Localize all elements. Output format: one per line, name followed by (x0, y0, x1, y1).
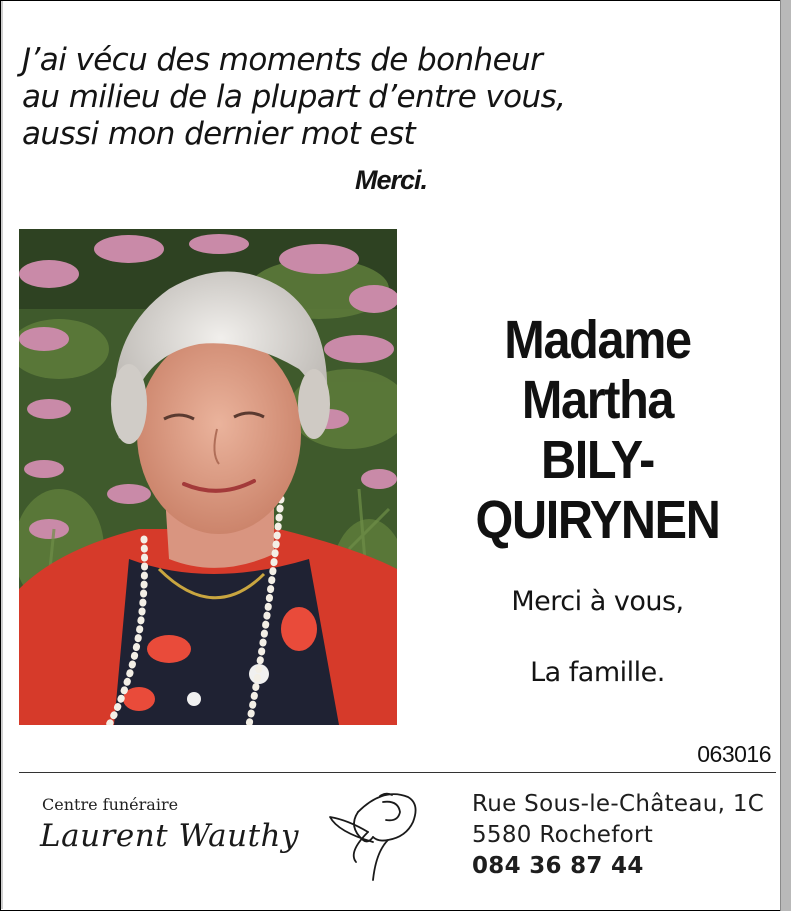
funeral-home-name: Laurent Wauthy (40, 818, 300, 854)
address-city: 5580 Rochefort (472, 822, 654, 848)
quote (22, 42, 565, 153)
quote-line: J’ai vécu des moments de bonheur (22, 42, 543, 78)
footer-divider (19, 772, 776, 773)
deceased-first-name: Martha (521, 370, 674, 430)
thanks-line: Merci à vous, (511, 586, 684, 617)
address-street: Rue Sous-le-Château, 1C (472, 791, 765, 817)
quote-line: au milieu de la plupart d’entre vous, (22, 79, 566, 115)
reference-number: 063016 (697, 741, 771, 767)
deceased-title: Madame (504, 310, 691, 370)
portrait-photo (19, 229, 397, 725)
funeral-home-label: Centre funéraire (42, 795, 179, 814)
funeral-home-contact (472, 789, 764, 882)
left-edge (1, 1, 3, 909)
quote-merci: Merci. (355, 165, 428, 195)
deceased-last-name: BILY-QUIRYNEN (475, 430, 720, 550)
portrait-image (19, 229, 397, 725)
phone-number: 084 36 87 44 (472, 853, 644, 879)
family-signature: La famille. (530, 657, 665, 688)
quote-line: aussi mon dernier mot est (22, 116, 416, 152)
calla-lily-icon (328, 782, 423, 882)
deceased-name (410, 310, 785, 550)
